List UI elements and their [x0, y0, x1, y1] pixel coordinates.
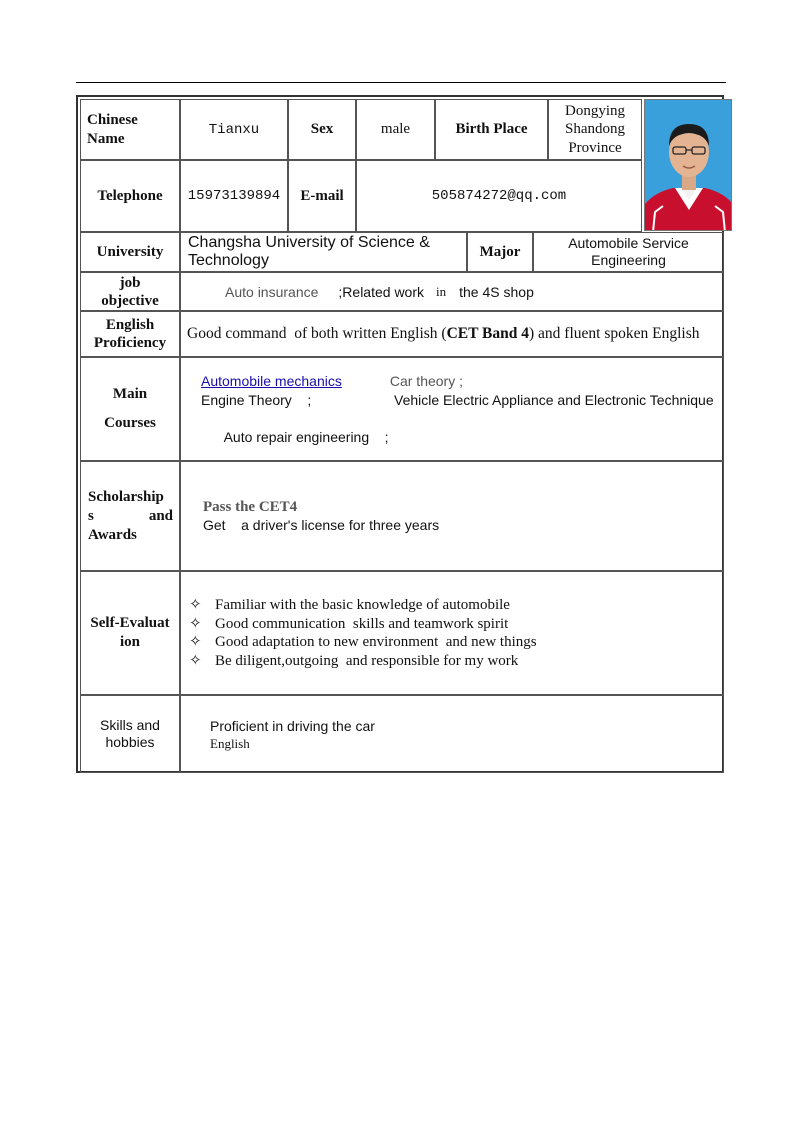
label-main-courses: Main Courses	[80, 357, 180, 461]
value-self-evaluation	[180, 571, 724, 695]
value-birth-place: Dongying Shandong Province	[548, 99, 642, 160]
diamond-star-icon: ✧	[189, 634, 202, 650]
self-eval-item: ✧ Familiar with the basic knowledge of automobile	[189, 597, 510, 613]
label-scholarships-awards: Scholarship s and Awards	[80, 461, 180, 571]
diamond-star-icon: ✧	[189, 597, 202, 613]
value-sex: male	[356, 99, 435, 160]
value-telephone: 15973139894	[180, 160, 288, 232]
label-birth-place: Birth Place	[435, 99, 548, 160]
header-rule	[76, 82, 726, 83]
portrait-photo	[644, 99, 732, 231]
value-name: Tianxu	[180, 99, 288, 160]
portrait-image	[645, 100, 732, 231]
self-eval-item: ✧ Good communication skills and teamwork spirit	[189, 615, 509, 632]
label-email: E-mail	[288, 160, 356, 232]
value-university: Changsha University of Science & Technology	[180, 232, 467, 272]
label-self-evaluation: Self-Evaluat ion	[80, 571, 180, 695]
diamond-star-icon: ✧	[189, 615, 202, 632]
label-major: Major	[467, 232, 533, 272]
diamond-star-icon: ✧	[189, 652, 202, 669]
value-main-courses: Automobile mechanics Car theory ; Engine Theory ; Vehicle Electric Appliance and Electronic Technique Auto repair engineering ;	[180, 357, 724, 461]
value-english-proficiency: Good command of both written English ( CET Band 4 ) and fluent spoken English	[180, 311, 724, 357]
label-job-objective: job objective	[80, 272, 180, 311]
label-english-proficiency: English Proficiency	[80, 311, 180, 357]
self-eval-item: ✧ Be diligent,outgoing and responsible for my work	[189, 652, 519, 669]
self-eval-item: ✧ Good adaptation to new environment and new things	[189, 634, 537, 650]
label-telephone: Telephone	[80, 160, 180, 232]
label-university: University	[80, 232, 180, 272]
label-chinese-name: Chinese Name	[80, 99, 180, 160]
value-scholarships-awards: Pass the CET4 Get a driver's license for three years	[180, 461, 724, 571]
label-sex: Sex	[288, 99, 356, 160]
value-major: Automobile Service Engineering	[533, 232, 724, 272]
resume-table	[76, 95, 724, 773]
value-skills-hobbies: Proficient in driving the car English	[180, 695, 724, 773]
course-link-automobile-mechanics[interactable]: Automobile mechanics	[201, 373, 342, 389]
value-job-objective: Auto insurance ;Related work in the 4S shop	[180, 272, 724, 311]
value-email: 505874272@qq.com	[356, 160, 642, 232]
label-skills-hobbies: Skills and hobbies	[80, 695, 180, 773]
